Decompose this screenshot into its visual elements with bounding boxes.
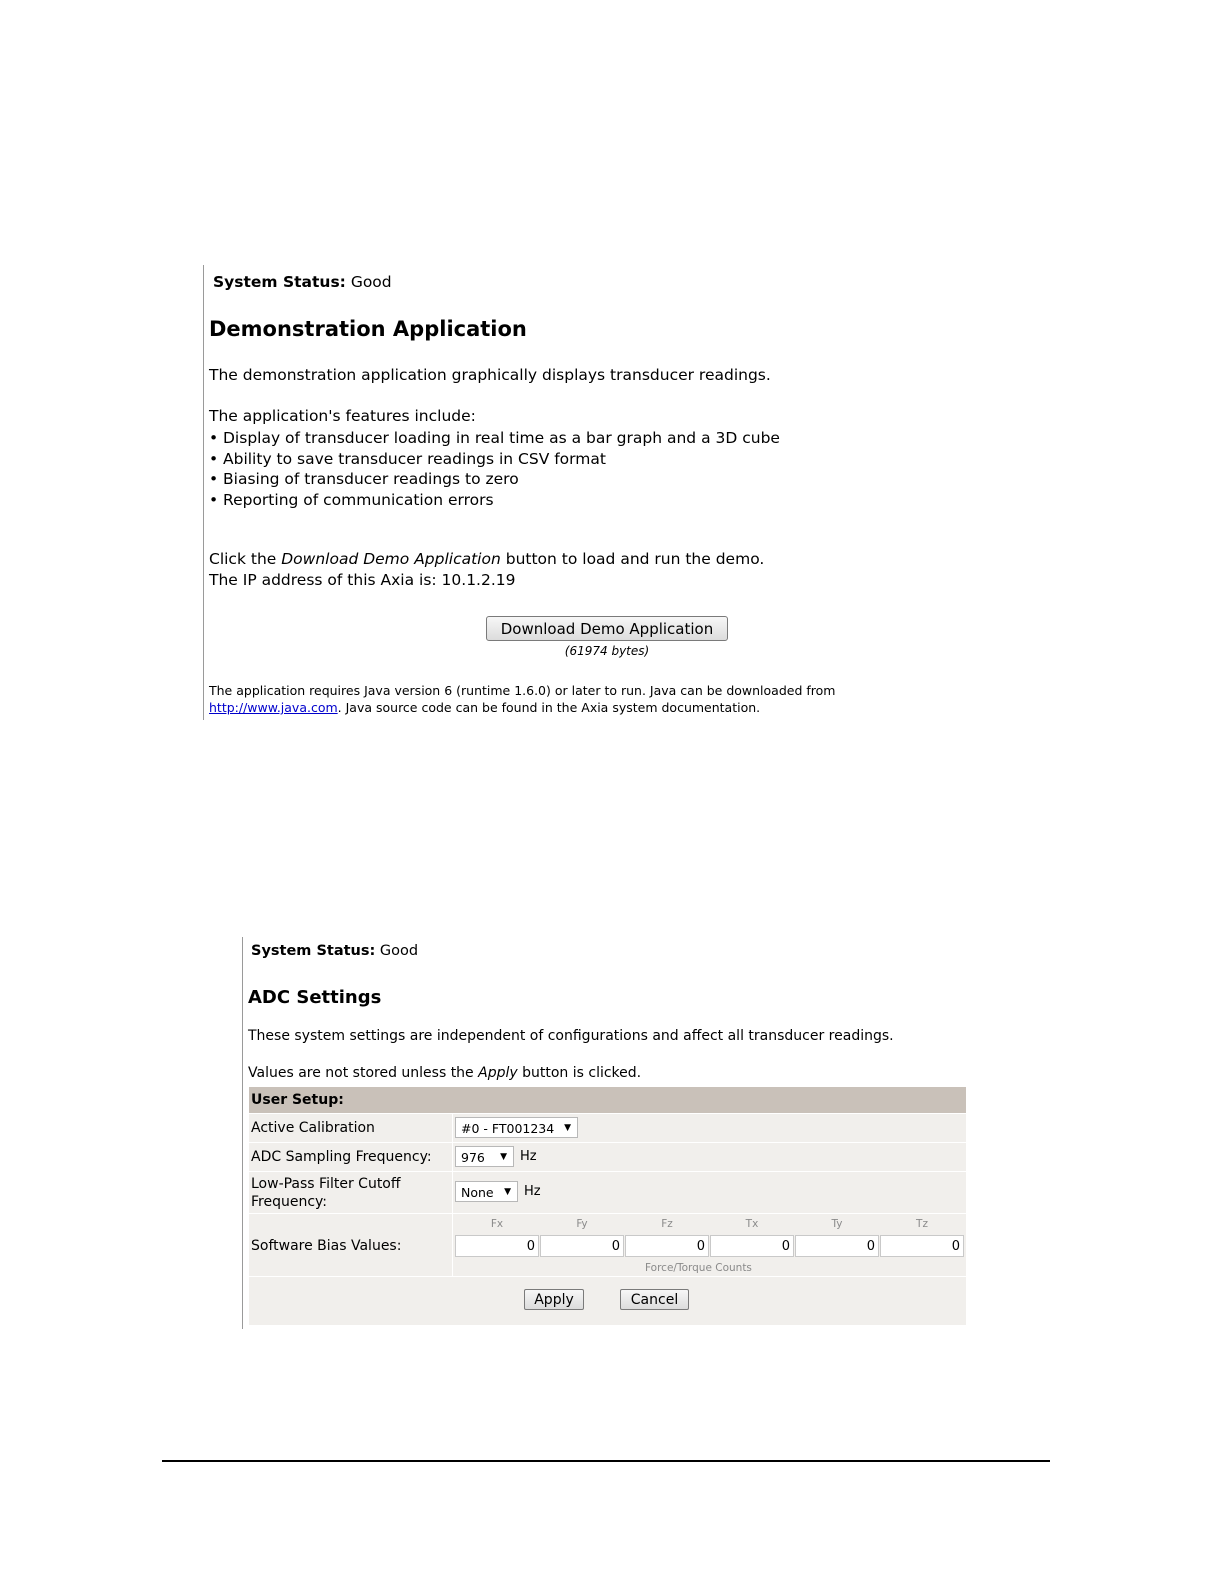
java-download-link[interactable]: http://www.java.com [209,700,338,715]
download-demo-button[interactable]: Download Demo Application [486,616,728,641]
features-intro-text: The application's features include: [209,407,476,425]
sampling-frequency-row [249,1142,966,1171]
cancel-button[interactable]: Cancel [620,1289,689,1310]
sampling-unit: Hz [520,1149,537,1164]
adc-settings-screenshot [242,937,968,1329]
user-setup-panel [249,1087,966,1325]
form-actions-row [249,1276,966,1326]
active-calibration-select[interactable]: #0 - FT001234 ▼ [455,1117,578,1138]
bias-input-tx[interactable] [710,1235,794,1257]
system-status-label: System Status: [251,943,376,959]
counts-caption: Force/Torque Counts [645,1262,752,1274]
chevron-down-icon: ▼ [504,1187,511,1197]
system-status [213,273,392,291]
axis-label-tz: Tz [916,1218,928,1230]
software-bias-label: Software Bias Values: [251,1238,402,1254]
active-calibration-row [249,1113,966,1142]
chevron-down-icon: ▼ [564,1123,571,1133]
apply-button[interactable]: Apply [524,1289,584,1310]
active-calibration-label: Active Calibration [251,1120,375,1136]
demo-intro-text: The demonstration application graphically displays transducer readings. [209,366,771,384]
demo-application-screenshot [203,265,923,720]
page-left-border [242,937,243,1329]
list-item: • Ability to save transducer readings in CSV format [209,449,606,468]
axis-label-tx: Tx [745,1218,759,1230]
axis-label-ty: Ty [831,1218,843,1230]
list-item: • Display of transducer loading in real time as a bar graph and a 3D cube [209,429,780,447]
bias-input-fx[interactable] [455,1235,539,1257]
axis-label-fx: Fx [490,1218,504,1230]
lowpass-filter-select[interactable]: None ▼ [455,1181,518,1202]
bias-input-fy[interactable] [540,1235,624,1257]
file-size-text: (61974 bytes) [564,644,650,658]
sampling-frequency-label: ADC Sampling Frequency: [251,1149,432,1165]
axis-label-fz: Fz [661,1218,673,1230]
bias-input-fz[interactable] [625,1235,709,1257]
bias-input-ty[interactable] [795,1235,879,1257]
footer-divider [162,1460,1050,1462]
lowpass-unit: Hz [524,1184,541,1199]
features-list [209,428,780,510]
java-requirements-text: The application requires Java version 6 (runtime 1.6.0) or later to run. Java can be downloaded from http://www.java.com. Java source code can be found in the Axia system documentation. [209,683,836,715]
system-status-label: System Status: [213,273,346,291]
system-status-value: Good [350,273,392,291]
page-title: Demonstration Application [209,317,527,341]
download-instructions: Click the Download Demo Application button to load and run the demo. [209,550,765,568]
bias-input-tz[interactable] [880,1235,964,1257]
system-status-value: Good [379,943,419,959]
axis-label-fy: Fy [576,1218,588,1230]
lowpass-filter-row [249,1171,966,1213]
user-setup-header: User Setup: [249,1087,966,1113]
software-bias-row [249,1213,966,1276]
apply-note-text: Values are not stored unless the Apply button is clicked. [248,1065,642,1081]
page-left-border [203,265,204,720]
ip-address-text: The IP address of this Axia is: 10.1.2.19 [209,571,516,589]
adc-intro-text: These system settings are independent of configurations and affect all transducer readings. [248,1028,894,1044]
list-item: • Biasing of transducer readings to zero [209,470,519,488]
chevron-down-icon: ▼ [500,1152,507,1162]
system-status [251,943,418,959]
lowpass-filter-label: Low-Pass Filter Cutoff Frequency: [251,1176,401,1210]
page-title: ADC Settings [248,987,382,1008]
sampling-frequency-select[interactable]: 976 ▼ [455,1146,514,1167]
list-item: • Reporting of communication errors [209,490,494,509]
